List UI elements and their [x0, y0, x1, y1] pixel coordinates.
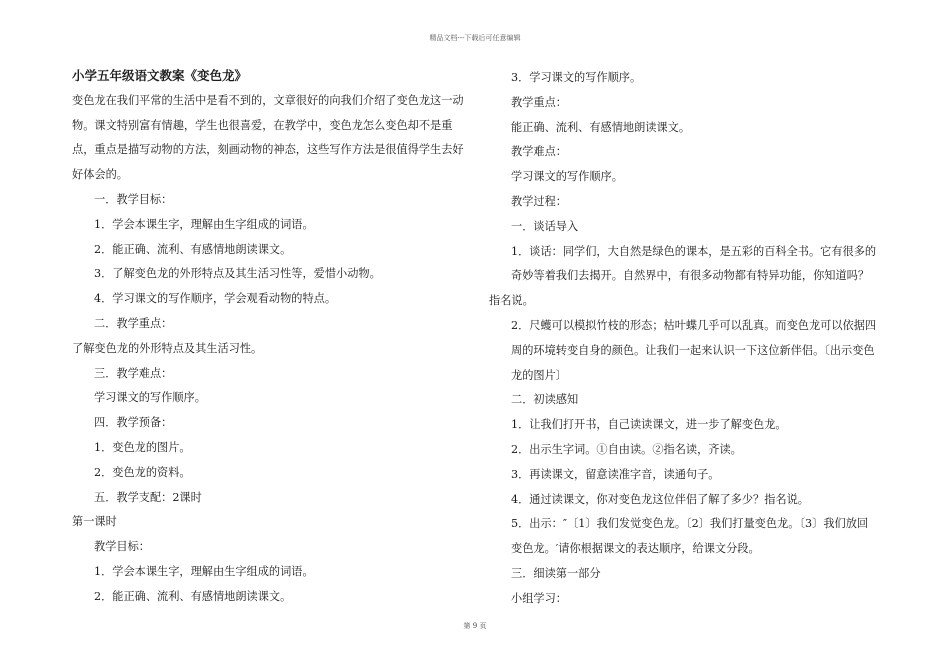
paragraph: 4．学习课文的写作顺序，学会观看动物的特点。 [94, 292, 337, 306]
paragraph: 了解变色龙的外形特点及其生活习性。 [72, 341, 263, 355]
paragraph: 第一课时 [72, 515, 117, 529]
paragraph: 4．通过读课文，你对变色龙这位伴侣了解了多少？指名说。 [511, 492, 809, 506]
paragraph: 一．谈话导入 [511, 219, 579, 233]
paragraph: 2．能正确、流利、有感情地朗读课文。 [94, 589, 292, 603]
paragraph: 1．让我们打开书，自己读读课文，进一步了解变色龙。 [511, 418, 787, 432]
paragraph: 教学难点： [511, 145, 567, 159]
paragraph: 2．尺蠖可以模拟竹枝的形态；枯叶蝶几乎可以乱真。而变色龙可以依据四周的环境转变自身的颜色。让我们一起来认识一下这位新伴侣。〔出示变色龙的图片〕 [511, 318, 877, 382]
page-number: 第 9 页 [463, 622, 487, 630]
paragraph: 小组学习： [511, 591, 567, 605]
right-column [489, 66, 879, 612]
paragraph: 变色龙在我们平常的生活中是看不到的，文章很好的向我们介绍了变色龙这一动物。课文特别富有情趣，学生也很喜爱，在教学中，变色龙怎么变色却不是重点，重点是描写动物的方法，刻画动物的神态，这些写作方法是很值得学生去好好体会的。 [72, 93, 464, 182]
paragraph: 二．教学重点： [94, 316, 173, 330]
paragraph: 5．出示：″〔1〕我们发觉变色龙。〔2〕我们打量变色龙。〔3〕我们放回变色龙。′请你根据课文的表达顺序，给课文分段。 [511, 517, 869, 556]
paragraph: 教学目标： [94, 540, 150, 554]
paragraph: 教学过程： [511, 194, 567, 208]
paragraph: 1．学会本课生字，理解由生字组成的词语。 [94, 564, 314, 578]
paragraph: 3．学习课文的写作顺序。 [511, 71, 642, 84]
paragraph: 三．细读第一部分 [511, 566, 601, 580]
paragraph: 3．了解变色龙的外形特点及其生活习性等，爱惜小动物。 [94, 267, 381, 281]
left-column [72, 64, 464, 610]
paragraph: 一．教学目标： [94, 192, 173, 206]
paragraph: 二．初读感知 [511, 393, 579, 407]
paragraph: 1．谈话：同学们，大自然是绿色的课本，是五彩的百科全书。它有很多的奇妙等着我们去揭开。自然界中，有很多动物都有特异功能，你知道吗？ [511, 244, 877, 283]
paragraph: 2．变色龙的资料。 [94, 465, 191, 479]
paragraph: 1．变色龙的图片。 [94, 440, 191, 454]
paragraph: 3．再读课文，留意读准字音，读通句子。 [511, 467, 720, 481]
paragraph: 教学重点： [511, 95, 567, 109]
document-title: 小学五年级语文教案《变色龙》 [72, 68, 248, 83]
paragraph: 指名说。 [489, 294, 534, 308]
paragraph: 四．教学预备： [94, 416, 173, 430]
paragraph: 三．教学难点： [94, 366, 173, 380]
paragraph: 五．教学支配：2课时 [94, 490, 202, 504]
paragraph: 1．学会本课生字，理解由生字组成的词语。 [94, 217, 314, 231]
paragraph: 2．能正确、流利、有感情地朗读课文。 [94, 242, 292, 256]
paragraph: 学习课文的写作顺序。 [511, 170, 623, 184]
page-header: 精品文档---下载后可任意编辑 [429, 34, 521, 42]
paragraph: 学习课文的写作顺序。 [94, 391, 206, 405]
paragraph: 能正确、流利、有感情地朗读课文。 [511, 120, 691, 134]
paragraph: 2．出示生字词。①自由读。②指名读，齐读。 [511, 442, 742, 456]
